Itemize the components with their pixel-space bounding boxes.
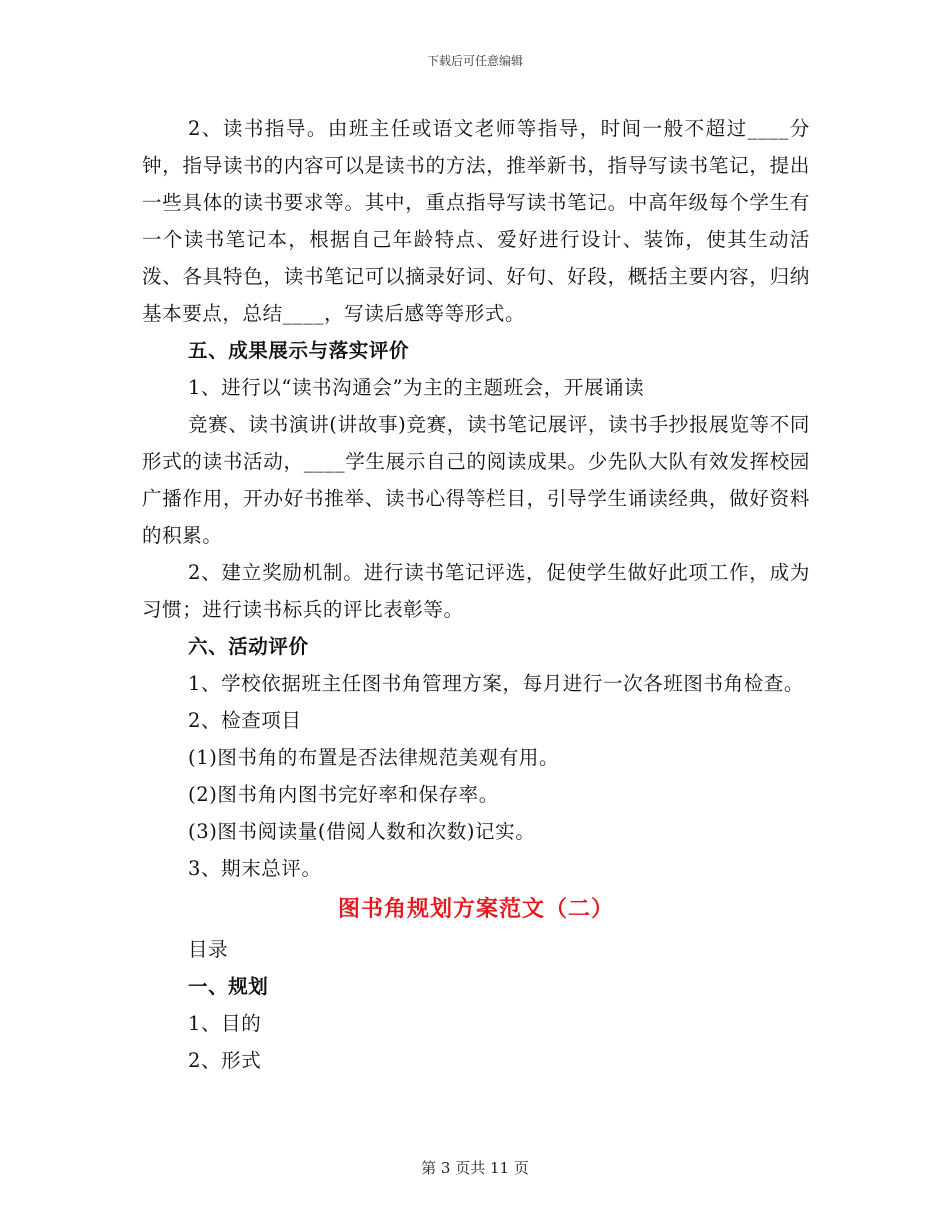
paragraph-reward-mechanism: 2、建立奖励机制。进行读书笔记评选，促使学生做好此项工作，成为习惯；进行读书标兵的评比表彰等。 <box>142 561 810 621</box>
document-body <box>142 110 810 1079</box>
list-item-reading-volume: (3)图书阅读量(借阅人数和次数)记实。 <box>188 820 536 843</box>
list-item-layout: (1)图书角的布置是否法律规范美观有用。 <box>188 746 560 769</box>
toc-item-purpose: 1、目的 <box>188 1012 262 1035</box>
paragraph-reading-activities: 竞赛、读书演讲(讲故事)竞赛，读书笔记展评，读书手抄报展览等不同形式的读书活动，____学生展示自己的阅读成果。少先队大队有效发挥校园广播作用，开办好书推举、读书心得等栏目，引导学生诵读经典，做好资料的积累。 <box>142 413 810 547</box>
paragraph-class-meeting: 1、进行以“读书沟通会”为主的主题班会，开展诵读 <box>188 376 645 399</box>
page-header: 下载后可任意编辑 <box>426 54 523 68</box>
document-title-part-two: 图书角规划方案范文（二） <box>337 896 614 922</box>
toc-item-form: 2、形式 <box>188 1049 262 1072</box>
paragraph-check-items: 2、检查项目 <box>188 709 302 732</box>
page-footer: 第 3 页共 11 页 <box>421 1159 529 1177</box>
paragraph-final-review: 3、期末总评。 <box>188 857 322 880</box>
list-item-book-condition: (2)图书角内图书完好率和保存率。 <box>188 783 499 806</box>
section-heading-evaluation: 六、活动评价 <box>188 635 309 658</box>
table-of-contents-label: 目录 <box>188 938 229 961</box>
section-heading-results: 五、成果展示与落实评价 <box>188 339 410 362</box>
section-heading-planning: 一、规划 <box>188 975 269 998</box>
paragraph-monthly-check: 1、学校依据班主任图书角管理方案，每月进行一次各班图书角检查。 <box>188 672 805 695</box>
paragraph-reading-guidance: 2、读书指导。由班主任或语文老师等指导，时间一般不超过____分钟，指导读书的内容可以是读书的方法，推举新书，指导写读书笔记，提出一些具体的读书要求等。其中，重点指导写读书笔记。中高年级每个学生有一个读书笔记本，根据自己年龄特点、爱好进行设计、装饰，使其生动活泼、各具特色，读书笔记可以摘录好词、好句、好段，概括主要内容，归纳基本要点，总结____，写读后感等等形式。 <box>142 117 810 325</box>
